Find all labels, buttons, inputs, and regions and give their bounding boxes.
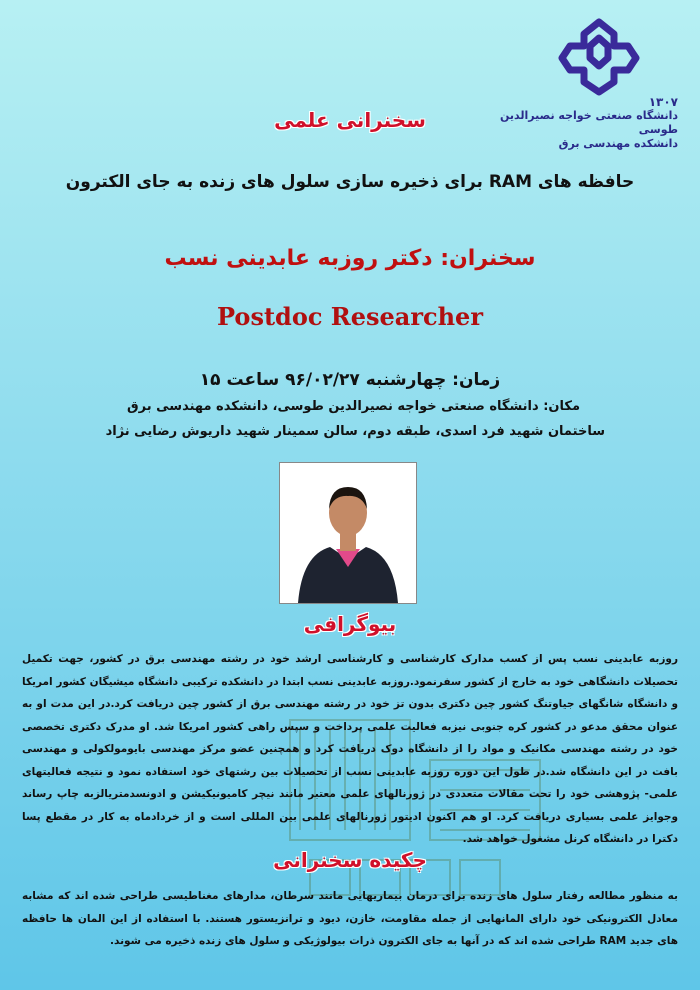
biography-heading: بیوگرافی — [303, 612, 397, 636]
university-name: دانشگاه صنعتی خواجه نصیرالدین طوسی — [500, 109, 678, 136]
talk-title: حافظه های RAM برای ذخیره سازی سلول های زنده به جای الکترون — [65, 172, 635, 192]
abstract-heading: چکیده سخنرانی — [273, 848, 427, 872]
speaker-portrait-icon — [280, 463, 416, 603]
event-location-line2: ساختمان شهید فرد اسدی، طبقه دوم، سالن سمینار شهید داریوش رضایی نژاد — [105, 424, 605, 439]
university-year: ۱۳۰۷ — [648, 95, 678, 109]
biography-text: روزبه عابدینی نسب پس از کسب مدارک کارشناسی و کارشناسی ارشد خود در رشته مهندسی برق در کشور، جهت تکمیل تحصیلات دانشگاهی خود به خارج از کشور سفرنمود.روزبه عابدینی نسب ابتدا در دانشکده ترکیبی دانشگاه میشیگان کشور امریکا و دانشگاه شانگهای جیاوتنگ کشور چین دکتری بدون تز خود در رشته مهندسی برق از کشور چین دریافت کرد.در این مدت او به عنوان محقق مدعو در کشور کره جنوبی نیزبه فعالیت علمی پرداخت و سپس راهی کشور امریکا شد. او مدرک دکتری تخصصی خود در رشته مهندسی مکانیک و مواد را از دانشگاه دوک دریافت کرد و همچنین عضو مرکز مهندسی بایومولکولی و مهندسی بافت در این دانشگاه شد.در طول این دوره روزبه عابدینی نسب از تحصیلات بین رشتهای خود استفاده نمود و نتیجه فعالیتهای علمی- پژوهشی خود را تحت مقالات متعددی در ژورنالهای علمی معتبر مانند نیچر کامیونیکیشن و ادونسدمتریالزبه چاپ رساند وجوایز علمی بسیاری دریافت کرد. او هم اکنون ادیتور ژورنالهای علمی بین المللی است و از خردادماه به کار در مقطع پسا دکترا در دانشگاه کرنل مشغول خواهد شد. — [22, 653, 678, 845]
speaker-name: سخنران: دکتر روزبه عابدینی نسب — [164, 246, 536, 271]
speaker-position: Postdoc Researcher — [217, 302, 483, 331]
event-location-line1: مکان: دانشگاه صنعتی خواجه نصیرالدین طوسی، دانشکده مهندسی برق — [127, 399, 580, 414]
abstract-text: به منظور مطالعه رفتار سلول های زنده برای درمان بیماریهایی مانند سرطان، مدارهای مغناطیسی طراحی شده اند که مشابه معادل الکترونیکی خود دارای المانهایی از جمله مقاومت، خازن، دیود و ترانزیستور هستند. با استفاده از این المان ها حافظه های جدید RAM طراحی شده اند که در آنها به جای الکترون ذرات بیولوژیکی و سلول های زنده ذخیره می شوند. — [22, 890, 678, 947]
event-time: زمان: چهارشنبه ۹۶/۰۲/۲۷ ساعت ۱۵ — [199, 370, 501, 390]
university-logo — [556, 16, 642, 96]
speaker-photo — [279, 462, 417, 604]
faculty-name: دانشکده مهندسی برق — [558, 137, 678, 150]
event-type-heading: سخنرانی علمی — [274, 108, 426, 132]
